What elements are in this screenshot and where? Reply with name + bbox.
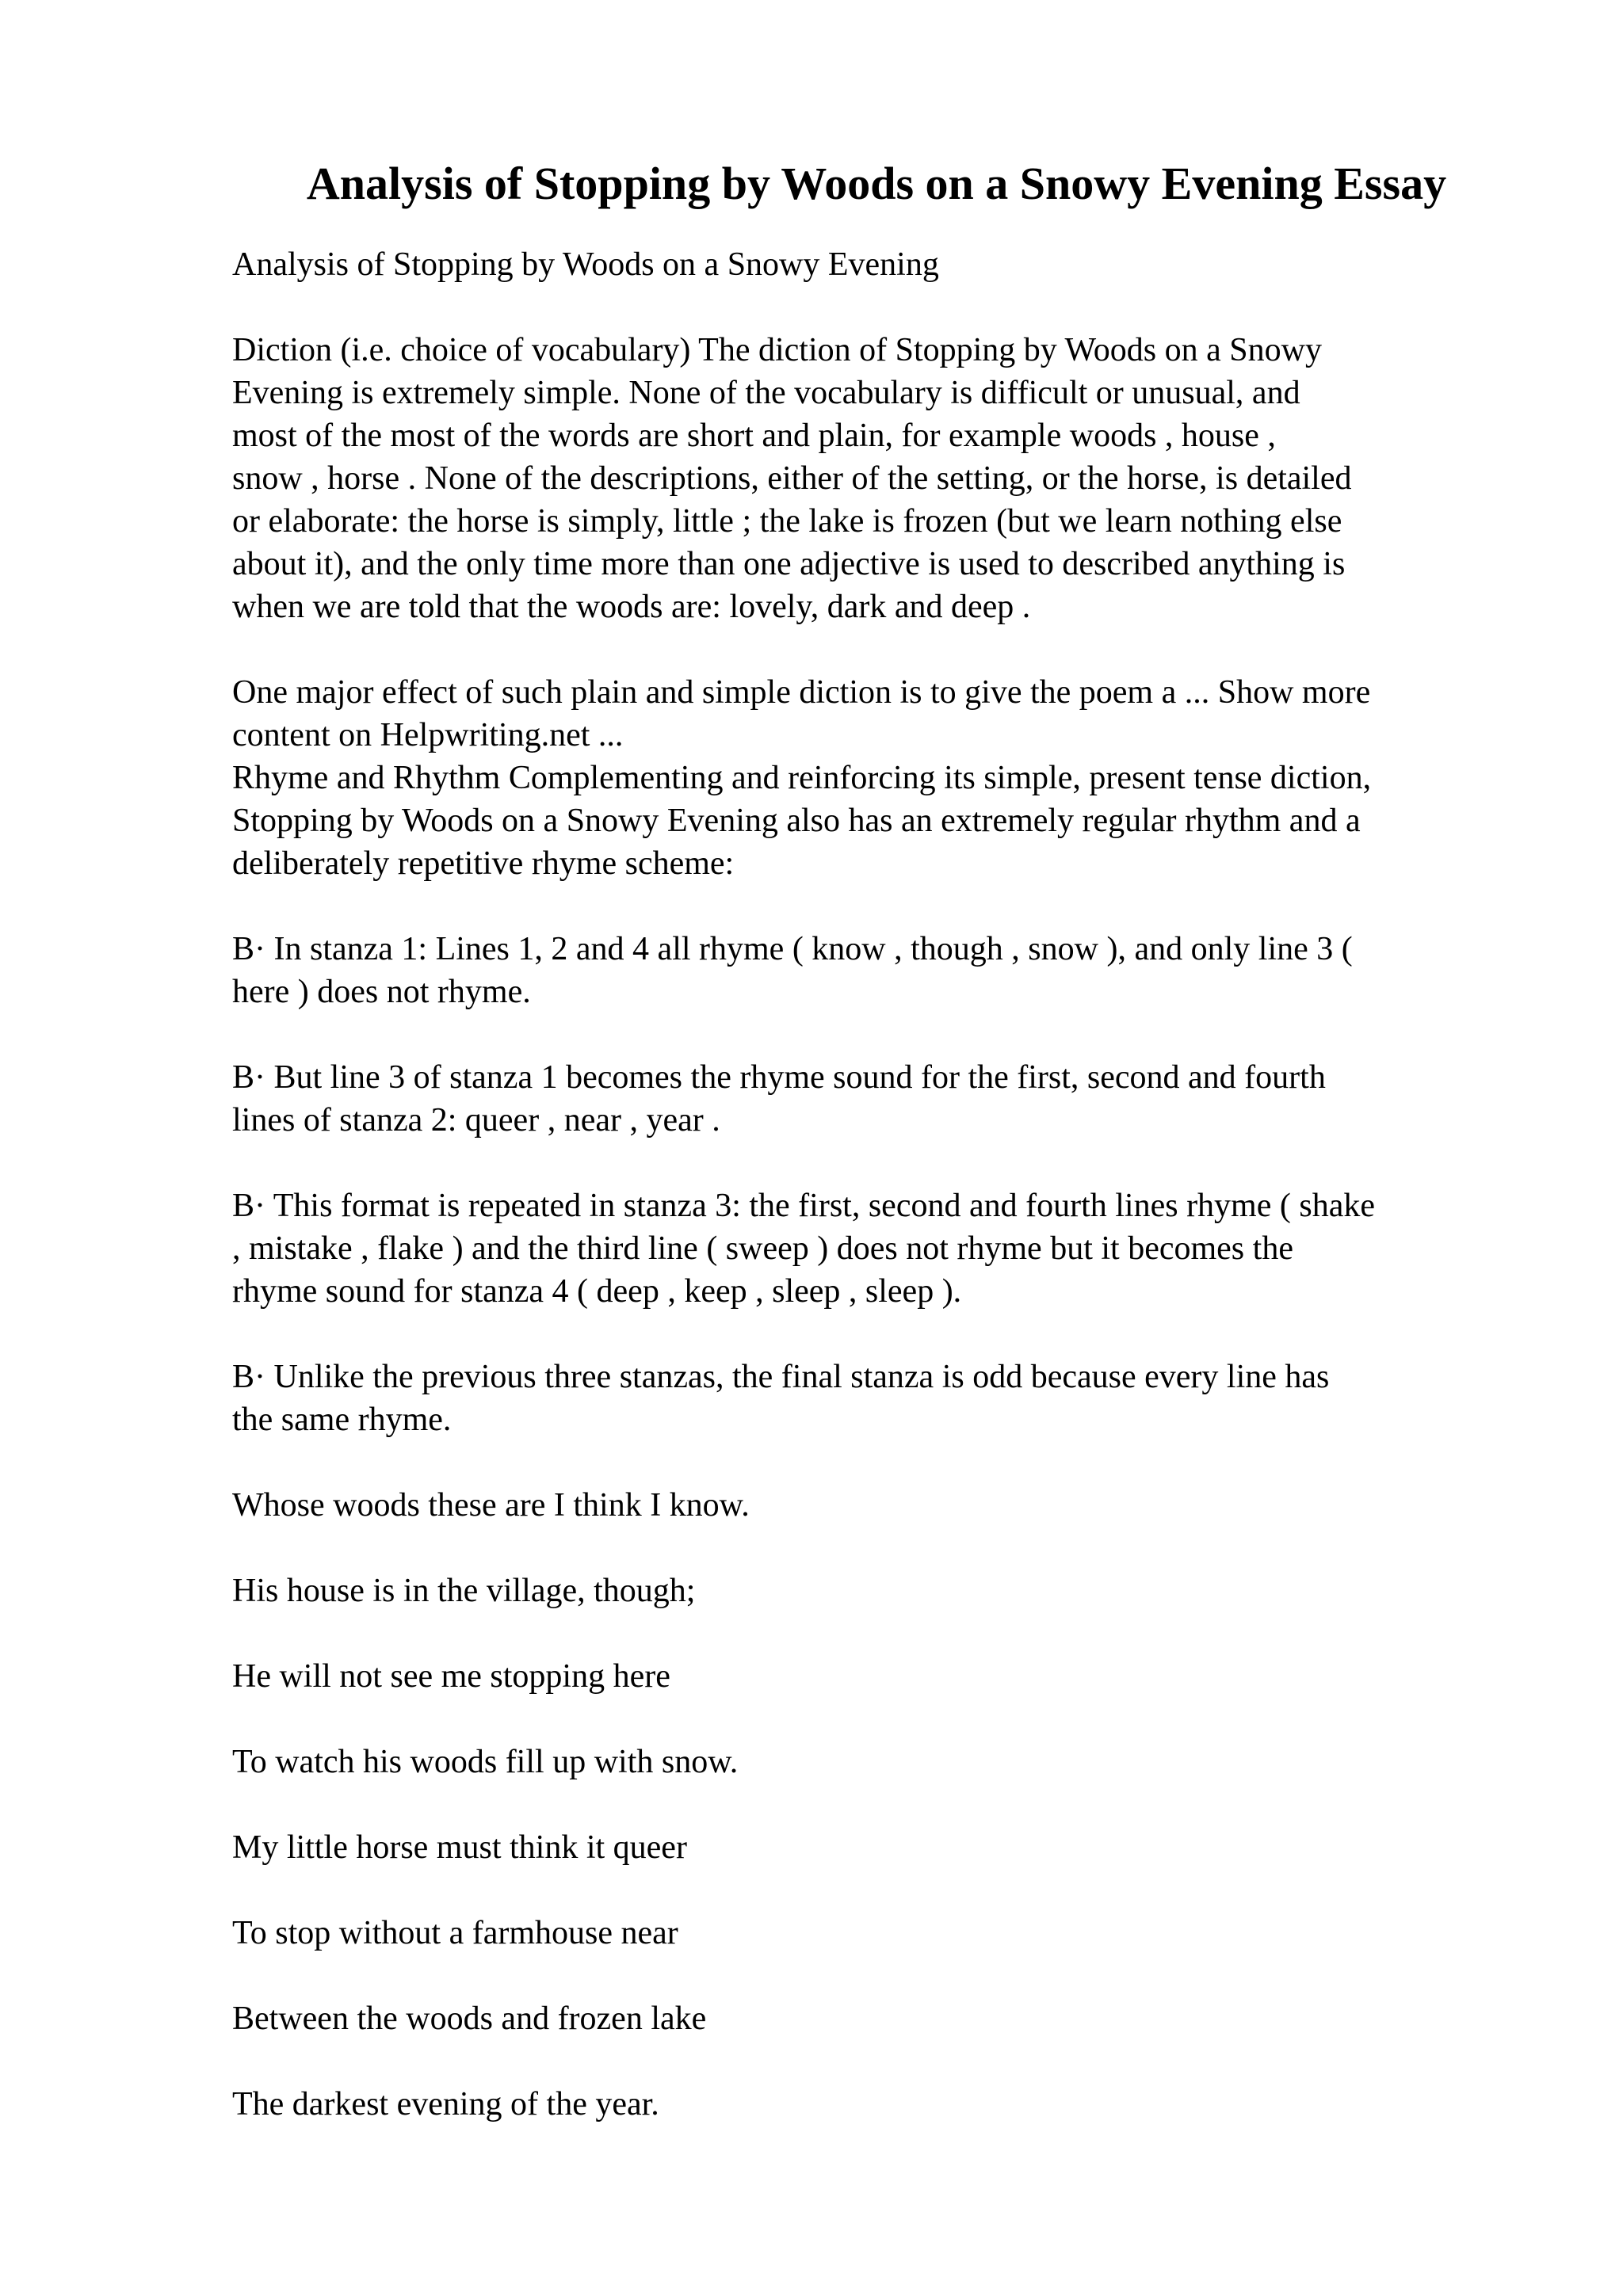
text-line: lines of stanza 2: queer , near , year . xyxy=(232,1102,720,1138)
text-line: One major effect of such plain and simple diction is to give the poem a ... Show more xyxy=(232,674,1371,711)
text-line: when we are told that the woods are: lovely, dark and deep . xyxy=(232,589,1031,625)
text-line: B· Unlike the previous three stanzas, the final stanza is odd because every line has xyxy=(232,1359,1330,1395)
poem-line: Whose woods these are I think I know. xyxy=(232,1487,750,1524)
paragraph-rhyme-rhythm xyxy=(232,757,1516,885)
bullet-stanza-1 xyxy=(232,928,1516,1013)
text-line: deliberately repetitive rhyme scheme: xyxy=(232,845,735,882)
text-line: B· This format is repeated in stanza 3: the first, second and fourth lines rhyme ( shake xyxy=(232,1188,1375,1224)
text-line: Evening is extremely simple. None of the vocabulary is difficult or unusual, and xyxy=(232,375,1300,411)
bullet-stanza-2 xyxy=(232,1056,1516,1142)
paragraph-diction xyxy=(232,329,1516,628)
text-line: Stopping by Woods on a Snowy Evening also has an extremely regular rhythm and a xyxy=(232,803,1361,839)
poem-line: Between the woods and frozen lake xyxy=(232,2000,707,2037)
text-line: , mistake , flake ) and the third line ( sweep ) does not rhyme but it becomes the xyxy=(232,1230,1293,1267)
text-line: content on Helpwriting.net ... xyxy=(232,717,624,753)
essay-body xyxy=(232,243,1516,2168)
text-line: rhyme sound for stanza 4 ( deep , keep , sleep , sleep ). xyxy=(232,1273,962,1310)
text-line: here ) does not rhyme. xyxy=(232,974,531,1010)
poem-line: My little horse must think it queer xyxy=(232,1829,687,1866)
text-line: Diction (i.e. choice of vocabulary) The diction of Stopping by Woods on a Snowy xyxy=(232,332,1322,368)
text-line: Rhyme and Rhythm Complementing and reinforcing its simple, present tense diction, xyxy=(232,760,1372,796)
text-line: B· But line 3 of stanza 1 becomes the rhyme sound for the first, second and fourth xyxy=(232,1059,1326,1096)
bullet-final-stanza xyxy=(232,1356,1516,1441)
paragraph-effect xyxy=(232,671,1516,757)
bullet-stanza-3 xyxy=(232,1184,1516,1313)
essay-subtitle: Analysis of Stopping by Woods on a Snowy Evening xyxy=(232,246,939,283)
poem-line: His house is in the village, though; xyxy=(232,1573,696,1609)
text-line: B· In stanza 1: Lines 1, 2 and 4 all rhyme ( know , though , snow ), and only line 3 ( xyxy=(232,931,1353,967)
essay-title: Analysis of Stopping by Woods on a Snowy Evening Essay xyxy=(306,158,1447,209)
text-line: or elaborate: the horse is simply, little ; the lake is frozen (but we learn nothing else xyxy=(232,503,1342,540)
poem-line: The darkest evening of the year. xyxy=(232,2086,659,2122)
text-line: about it), and the only time more than one adjective is used to described anything is xyxy=(232,546,1346,582)
poem-line: To watch his woods fill up with snow. xyxy=(232,1744,739,1780)
text-line: most of the most of the words are short and plain, for example woods , house , xyxy=(232,418,1276,454)
poem-line: To stop without a farmhouse near xyxy=(232,1915,678,1951)
poem-line: He will not see me stopping here xyxy=(232,1658,670,1695)
text-line: snow , horse . None of the descriptions, either of the setting, or the horse, is detailed xyxy=(232,460,1352,497)
text-line: the same rhyme. xyxy=(232,1402,452,1438)
